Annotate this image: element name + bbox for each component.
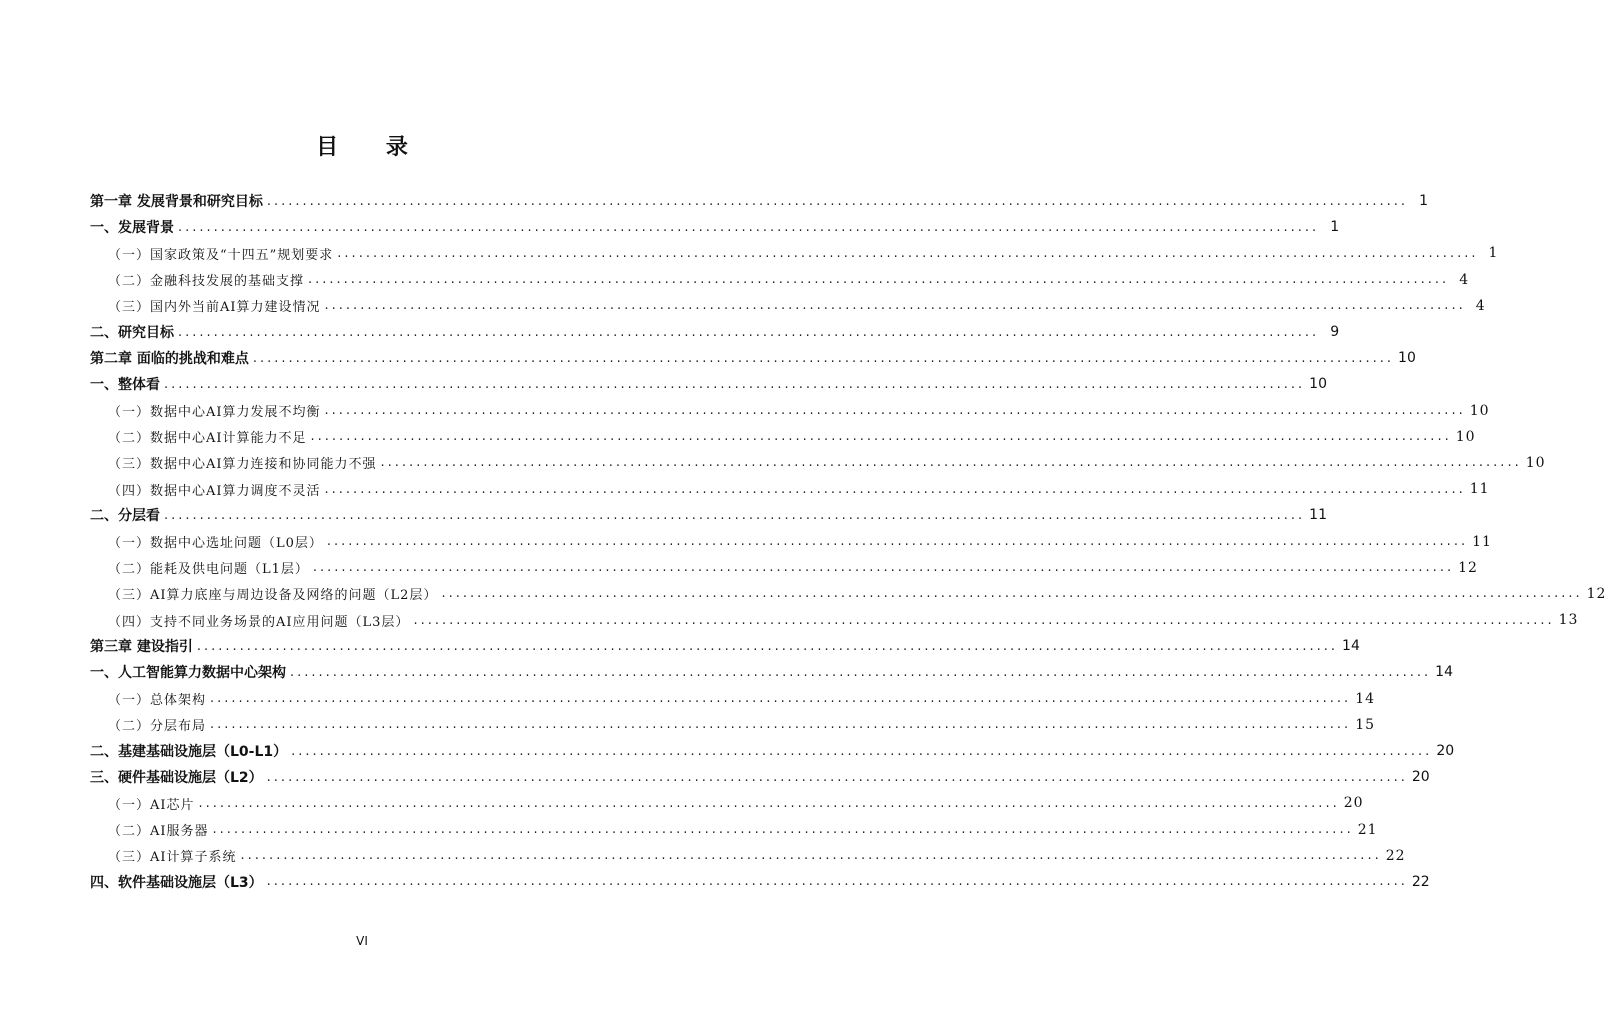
toc-entry-label: （二）AI服务器 [108, 824, 209, 840]
toc-entry-section[interactable] [90, 738, 1455, 764]
toc-entry-label: 第一章 发展背景和研究目标 [90, 194, 263, 211]
toc-entry-section[interactable] [90, 869, 1430, 895]
toc-dot-leader: ................................................................................................................................................................ [210, 717, 1352, 733]
toc-entry-section[interactable] [90, 659, 1453, 685]
toc-entry-chapter[interactable] [90, 188, 1429, 214]
toc-entry-sub[interactable] [90, 398, 1490, 424]
toc-entry-sub[interactable] [90, 476, 1490, 502]
toc-entry-section[interactable] [90, 764, 1430, 790]
toc-entry-sub[interactable] [90, 843, 1406, 869]
toc-dot-leader: ................................................................................................................................................................ [324, 481, 1466, 497]
footer-page-number: VI [356, 934, 368, 948]
toc-entry-label: （二）能耗及供电问题（L1层） [108, 562, 309, 578]
toc-dot-leader: ................................................................................................................................................................ [380, 455, 1522, 471]
toc-dot-leader: ................................................................................................................................................................ [198, 795, 1340, 811]
toc-entry-page-number: 1 [1488, 245, 1499, 262]
toc-entry-sub[interactable] [90, 424, 1476, 450]
toc-dot-leader: ................................................................................................................................................................ [266, 769, 1408, 785]
toc-entry-label: （三）数据中心AI算力连接和协同能力不强 [108, 457, 377, 473]
toc-entry-page-number: 12 [1458, 559, 1478, 576]
toc-dot-leader: ................................................................................................................................................................ [312, 560, 1455, 576]
toc-entry-section[interactable] [90, 214, 1340, 240]
toc-dot-leader: ................................................................................................................................................................ [252, 350, 1395, 366]
toc-entry-page-number: 4 [1459, 271, 1470, 288]
toc-entry-page-number: 12 [1586, 585, 1606, 602]
toc-entry-page-number: 10 [1398, 350, 1416, 367]
toc-dot-leader: ................................................................................................................................................................ [324, 403, 1466, 419]
toc-entry-page-number: 11 [1469, 481, 1490, 498]
toc-entry-page-number: 10 [1525, 454, 1546, 471]
toc-entry-page-number: 15 [1355, 716, 1376, 733]
toc-entry-label: （三）AI算力底座与周边设备及网络的问题（L2层） [108, 588, 438, 604]
toc-dot-leader: ................................................................................................................................................................ [266, 193, 1409, 209]
toc-entry-page-number: 13 [1558, 612, 1579, 629]
toc-entry-page-number: 21 [1357, 821, 1378, 838]
toc-entry-label: 三、硬件基础设施层（L2） [90, 770, 263, 787]
toc-dot-leader: ................................................................................................................................................................ [324, 298, 1466, 314]
toc-dot-leader: ................................................................................................................................................................ [212, 822, 1354, 838]
toc-dot-leader: ................................................................................................................................................................ [413, 612, 1555, 628]
toc-entry-page-number: 1 [1419, 193, 1429, 210]
toc-dot-leader: ................................................................................................................................................................ [326, 534, 1469, 550]
toc-entry-label: （一）数据中心选址问题（L0层） [108, 536, 323, 552]
toc-entry-sub[interactable] [90, 581, 1606, 607]
toc-entry-label: 二、基建基础设施层（L0-L1） [90, 744, 288, 761]
toc-entry-label: 第三章 建设指引 [90, 639, 193, 656]
toc-entry-page-number: 10 [1455, 428, 1476, 445]
toc-entry-label: （四）支持不同业务场景的AI应用问题（L3层） [108, 614, 410, 630]
toc-dot-leader: ................................................................................................................................................................ [164, 376, 1306, 392]
toc-entry-label: 第二章 面临的挑战和难点 [90, 351, 249, 368]
table-of-contents [90, 188, 1606, 895]
toc-dot-leader: ................................................................................................................................................................ [266, 874, 1408, 890]
toc-dot-leader: ................................................................................................................................................................ [337, 245, 1479, 261]
toc-entry-page-number: 4 [1475, 297, 1486, 314]
toc-entry-page-number: 22 [1385, 847, 1406, 864]
toc-dot-leader: ................................................................................................................................................................ [240, 848, 1382, 864]
toc-entry-chapter[interactable] [90, 345, 1416, 371]
toc-entry-page-number: 10 [1469, 402, 1490, 419]
toc-dot-leader: ................................................................................................................................................................ [308, 272, 1450, 288]
toc-dot-leader: ................................................................................................................................................................ [310, 429, 1452, 445]
toc-entry-page-number: 11 [1472, 533, 1492, 550]
toc-entry-section[interactable] [90, 371, 1327, 397]
toc-entry-sub[interactable] [90, 450, 1546, 476]
toc-entry-sub[interactable] [90, 240, 1499, 266]
toc-entry-sub[interactable] [90, 607, 1579, 633]
toc-entry-section[interactable] [90, 319, 1340, 345]
toc-entry-page-number: 14 [1342, 638, 1360, 655]
toc-entry-page-number: 14 [1435, 664, 1453, 681]
toc-entry-label: （一）AI芯片 [108, 797, 195, 813]
toc-entry-page-number: 20 [1343, 795, 1364, 812]
toc-dot-leader: ................................................................................................................................................................ [196, 638, 1339, 654]
toc-dot-leader: ................................................................................................................................................................ [178, 324, 1320, 340]
toc-entry-page-number: 1 [1330, 219, 1340, 236]
toc-entry-sub[interactable] [90, 712, 1376, 738]
toc-entry-sub[interactable] [90, 790, 1364, 816]
toc-entry-label: 一、整体看 [90, 377, 160, 394]
toc-entry-label: 二、研究目标 [90, 325, 174, 342]
toc-entry-sub[interactable] [90, 555, 1478, 581]
toc-entry-sub[interactable] [90, 293, 1486, 319]
toc-entry-label: （一）总体架构 [108, 693, 207, 709]
toc-entry-label: 四、软件基础设施层（L3） [90, 874, 263, 891]
toc-entry-label: （二）数据中心AI计算能力不足 [108, 431, 307, 447]
toc-entry-label: 二、分层看 [90, 508, 160, 525]
toc-dot-leader: ................................................................................................................................................................ [290, 664, 1432, 680]
toc-entry-label: （一）数据中心AI算力发展不均衡 [108, 405, 321, 421]
toc-entry-page-number: 22 [1411, 873, 1430, 890]
toc-entry-page-number: 11 [1309, 507, 1327, 524]
toc-entry-label: （四）数据中心AI算力调度不灵活 [108, 483, 321, 499]
toc-entry-page-number: 20 [1436, 743, 1455, 760]
toc-dot-leader: ................................................................................................................................................................ [441, 586, 1583, 602]
toc-entry-sub[interactable] [90, 817, 1378, 843]
toc-entry-label: （一）国家政策及“十四五”规划要求 [108, 247, 334, 263]
toc-entry-chapter[interactable] [90, 633, 1360, 659]
toc-entry-page-number: 10 [1309, 376, 1327, 393]
toc-entry-label: （二）金融科技发展的基础支撑 [108, 274, 305, 290]
toc-dot-leader: ................................................................................................................................................................ [178, 219, 1320, 235]
toc-entry-label: （二）分层布局 [108, 719, 207, 735]
toc-entry-page-number: 9 [1330, 324, 1340, 341]
toc-dot-leader: ................................................................................................................................................................ [210, 691, 1352, 707]
toc-entry-label: （三）AI计算子系统 [108, 850, 237, 866]
toc-entry-label: （三）国内外当前AI算力建设情况 [108, 300, 321, 316]
toc-entry-section[interactable] [90, 502, 1327, 528]
toc-entry-sub[interactable] [90, 528, 1492, 554]
toc-entry-sub[interactable] [90, 686, 1376, 712]
toc-entry-page-number: 14 [1355, 690, 1376, 707]
toc-entry-label: 一、人工智能算力数据中心架构 [90, 665, 286, 682]
toc-entry-page-number: 20 [1411, 769, 1430, 786]
toc-entry-sub[interactable] [90, 267, 1470, 293]
toc-dot-leader: ................................................................................................................................................................ [164, 507, 1306, 523]
toc-entry-label: 一、发展背景 [90, 220, 174, 237]
page-title: 目 录 [316, 135, 428, 160]
toc-dot-leader: ................................................................................................................................................................ [291, 743, 1433, 759]
